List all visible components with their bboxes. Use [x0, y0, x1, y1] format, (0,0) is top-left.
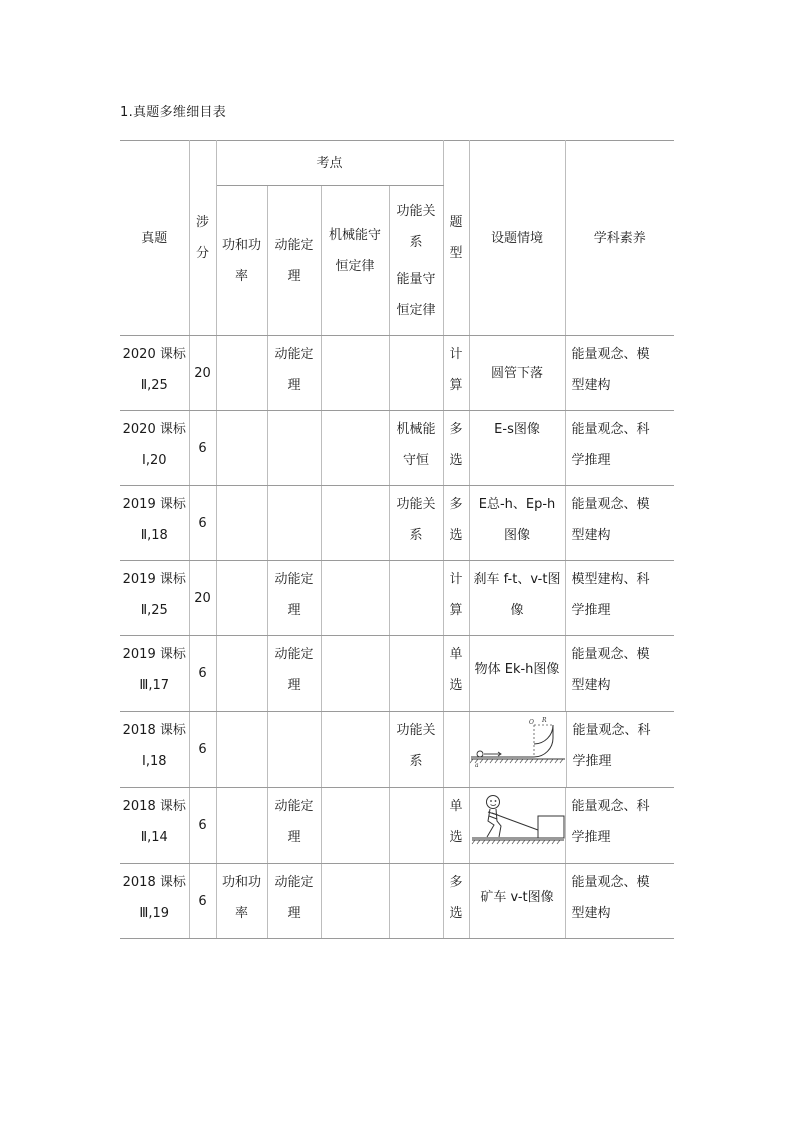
exam-breakdown-table — [120, 140, 674, 939]
person-pushing-box-diagram-icon — [469, 788, 565, 864]
row-type: 计算 — [443, 561, 469, 636]
row-k3 — [321, 712, 389, 788]
row-k2: 动能定理 — [267, 636, 321, 712]
table-row — [120, 712, 674, 788]
row-score: 6 — [189, 864, 216, 939]
label-r: R — [541, 717, 547, 724]
row-literacy: 能量观念、科学推理 — [565, 788, 674, 864]
row-score: 20 — [189, 336, 216, 411]
row-k4 — [389, 561, 443, 636]
row-scene: E总-h、Ep-h图像 — [469, 486, 565, 561]
table-row — [120, 336, 674, 411]
header-k3: 机械能守恒定律 — [321, 186, 389, 336]
row-scene: E-s图像 — [469, 411, 565, 486]
header-sheti: 设题情境 — [469, 141, 565, 336]
row-k2 — [267, 712, 321, 788]
row-score: 6 — [189, 636, 216, 712]
row-k4 — [389, 336, 443, 411]
table-row — [120, 788, 674, 864]
table-row — [120, 486, 674, 561]
row-source: 2018 课标 Ⅰ,18 — [120, 712, 189, 788]
row-k3 — [321, 561, 389, 636]
label-a: a — [474, 762, 479, 769]
track-diagram — [470, 712, 566, 787]
row-k3 — [321, 788, 389, 864]
row-type — [443, 712, 469, 788]
row-type: 多选 — [443, 486, 469, 561]
header-suyang: 学科素养 — [565, 141, 674, 336]
table-row — [120, 561, 674, 636]
header-tixing: 题型 — [443, 141, 469, 336]
row-k2 — [267, 411, 321, 486]
row-type: 计算 — [443, 336, 469, 411]
row-k4 — [389, 636, 443, 712]
header-k2: 动能定理 — [267, 186, 321, 336]
row-k2 — [267, 486, 321, 561]
row-k1 — [216, 788, 267, 864]
row-k4 — [389, 864, 443, 939]
header-row-1 — [120, 141, 674, 186]
row-scene: 物体 Ek-h图像 — [469, 636, 565, 712]
row-k3 — [321, 336, 389, 411]
row-score: 20 — [189, 561, 216, 636]
row-k4 — [389, 788, 443, 864]
row-score: 6 — [189, 411, 216, 486]
row-k1 — [216, 486, 267, 561]
row-source: 2019 课标 Ⅱ,25 — [120, 561, 189, 636]
row-k2: 动能定理 — [267, 788, 321, 864]
label-o: O — [528, 719, 534, 726]
header-k1: 功和功率 — [216, 186, 267, 336]
row-k1 — [216, 636, 267, 712]
row-scene: 圆管下落 — [469, 336, 565, 411]
row-k1 — [216, 411, 267, 486]
row-literacy: 模型建构、科学推理 — [565, 561, 674, 636]
row-k3 — [321, 411, 389, 486]
row-literacy: 能量观念、科学推理 — [572, 723, 651, 769]
row-k4: 机械能守恒 — [389, 411, 443, 486]
table-row — [120, 864, 674, 939]
row-k1 — [216, 561, 267, 636]
row-literacy: 能量观念、模型建构 — [565, 636, 674, 712]
row-source: 2019 课标 Ⅱ,18 — [120, 486, 189, 561]
header-kaodian: 考点 — [216, 141, 443, 186]
header-zhenti: 真题 — [120, 141, 189, 336]
row-source: 2020 课标 Ⅱ,25 — [120, 336, 189, 411]
row-k2: 动能定理 — [267, 561, 321, 636]
row-literacy: 能量观念、模型建构 — [565, 336, 674, 411]
row-score: 6 — [189, 712, 216, 788]
row-type: 单选 — [443, 788, 469, 864]
row-literacy: 能量观念、模型建构 — [565, 486, 674, 561]
row-k4: 功能关系 — [389, 486, 443, 561]
section-title: 1.真题多维细目表 — [120, 105, 227, 120]
row-source: 2020 课标 Ⅰ,20 — [120, 411, 189, 486]
row-k3 — [321, 486, 389, 561]
row-scene: 刹车 f-t、v-t图像 — [469, 561, 565, 636]
row-k3 — [321, 636, 389, 712]
row-source: 2018 课标 Ⅱ,14 — [120, 788, 189, 864]
row-k4: 功能关系 — [389, 712, 443, 788]
row-literacy: 能量观念、模型建构 — [565, 864, 674, 939]
row-type: 多选 — [443, 864, 469, 939]
row-source: 2019 课标 Ⅲ,17 — [120, 636, 189, 712]
row-k1 — [216, 336, 267, 411]
row-scene: 矿车 v-t图像 — [469, 864, 565, 939]
row-type: 单选 — [443, 636, 469, 712]
header-shefen: 涉分 — [189, 141, 216, 336]
row-score: 6 — [189, 486, 216, 561]
row-k2: 动能定理 — [267, 864, 321, 939]
row-k1 — [216, 712, 267, 788]
row-scene-literacy — [469, 712, 674, 788]
row-k1: 功和功率 — [216, 864, 267, 939]
push-diagram — [470, 788, 566, 863]
row-literacy: 能量观念、科学推理 — [565, 411, 674, 486]
table-row — [120, 411, 674, 486]
row-score: 6 — [189, 788, 216, 864]
row-k3 — [321, 864, 389, 939]
header-k4: 功能关系 能量守恒定律 — [389, 186, 443, 336]
row-k2: 动能定理 — [267, 336, 321, 411]
row-type: 多选 — [443, 411, 469, 486]
row-source: 2018 课标 Ⅲ,19 — [120, 864, 189, 939]
table-row — [120, 636, 674, 712]
track-semicircle-diagram-icon — [470, 712, 567, 787]
